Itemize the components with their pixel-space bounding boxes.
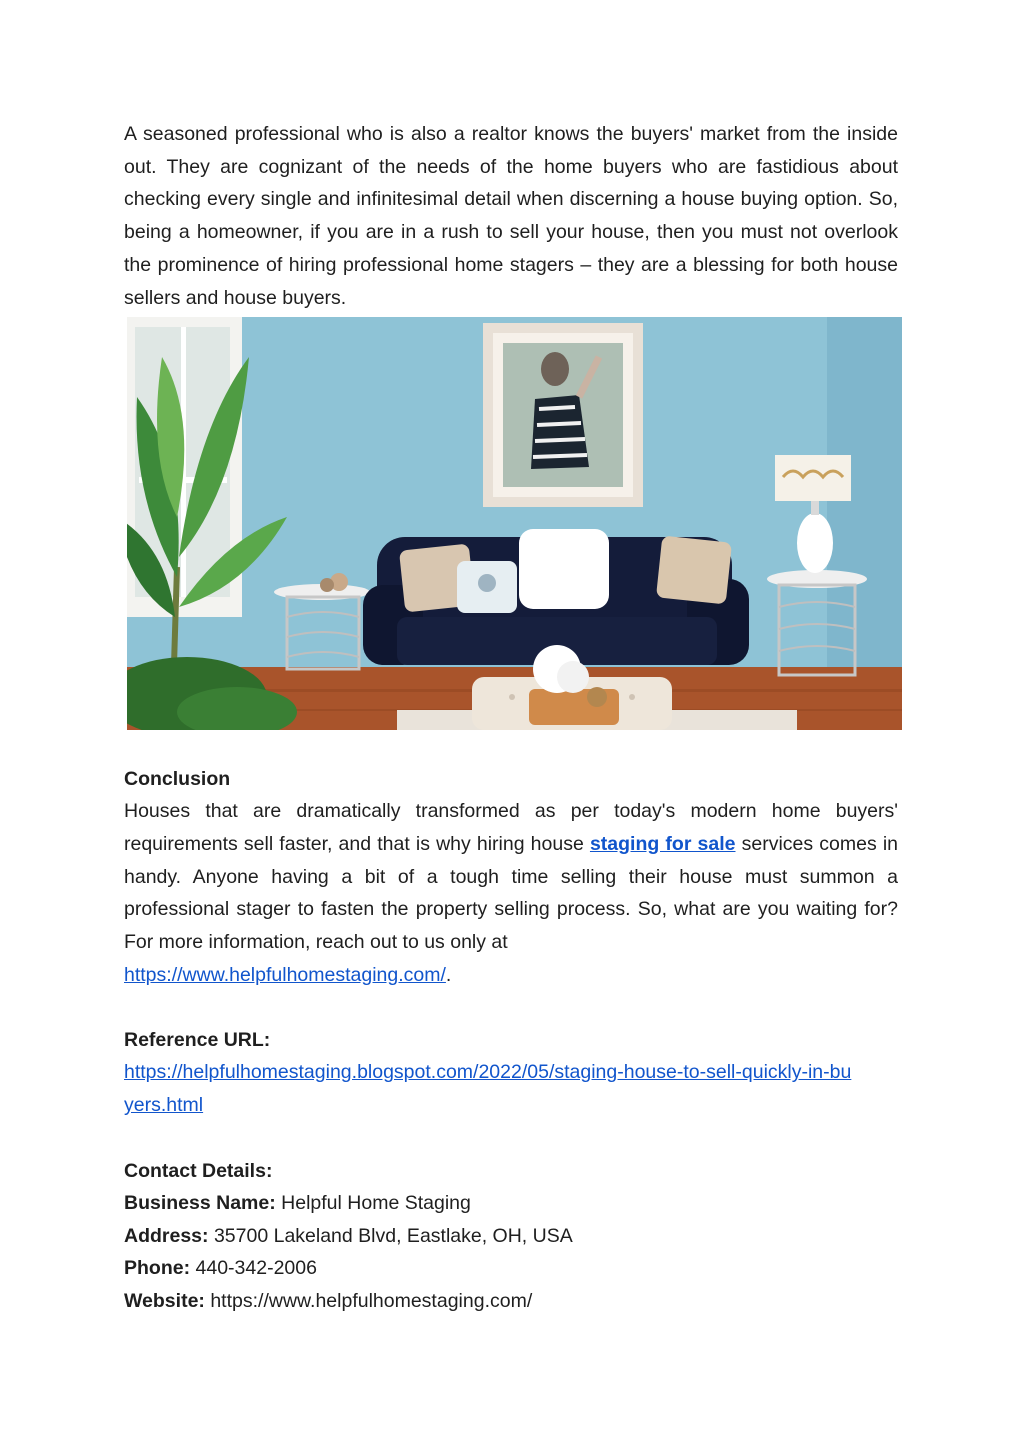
conclusion-text-end: services comes in handy. Anyone having a bit of a tough time selling their house must summon a professional stager to fasten the property selling process. So, what are you waiting for? For more information, reach out to us only at xyxy=(124,832,899,954)
website-value: https://www.helpfulhomestaging.com/ xyxy=(210,1289,533,1312)
reference-heading: Reference URL: xyxy=(124,1029,271,1052)
contact-heading: Contact Details: xyxy=(124,1159,273,1182)
business-value: Helpful Home Staging xyxy=(281,1191,471,1214)
business-label: Business Name: xyxy=(124,1191,276,1214)
reference-url-link-line2[interactable]: yers.html xyxy=(124,1094,204,1117)
conclusion-text-start: Houses that are dramatically transformed as per today's modern home buyers' requirements sell faster, and that is why hiring house xyxy=(124,800,898,855)
contact-phone-row xyxy=(124,1252,898,1285)
page-content xyxy=(124,118,898,1318)
living-room-photo xyxy=(127,317,902,730)
address-value: 35700 Lakeland Blvd, Eastlake, OH, USA xyxy=(213,1224,573,1247)
conclusion-heading: Conclusion xyxy=(124,768,231,791)
phone-value: 440-342-2006 xyxy=(195,1257,317,1280)
conclusion-paragraph xyxy=(124,795,898,991)
contact-business-row xyxy=(124,1187,898,1220)
website-link[interactable]: https://www.helpfulhomestaging.com/ xyxy=(124,963,446,986)
reference-url-link-line1[interactable]: https://helpfulhomestaging.blogspot.com/2022/05/staging-house-to-sell-quickly-in-bu xyxy=(124,1061,852,1084)
website-label: Website: xyxy=(124,1289,205,1312)
staging-for-sale-link[interactable]: staging for sale xyxy=(589,832,736,855)
address-label: Address: xyxy=(124,1224,209,1247)
phone-label: Phone: xyxy=(124,1257,191,1280)
conclusion-period: . xyxy=(445,963,452,986)
reference-url xyxy=(124,1056,898,1121)
contact-website-row xyxy=(124,1285,898,1318)
contact-address-row xyxy=(124,1220,898,1253)
intro-paragraph: A seasoned professional who is also a realtor knows the buyers' market from the inside out. They are cognizant of the needs of the home buyers who are fastidious about checking every single and infinitesimal detail when discerning a house buying option. So, being a homeowner, if you are in a rush to sell your house, then you must not overlook the prominence of hiring professional home stagers – they are a blessing for both house sellers and house buyers. xyxy=(124,123,898,309)
